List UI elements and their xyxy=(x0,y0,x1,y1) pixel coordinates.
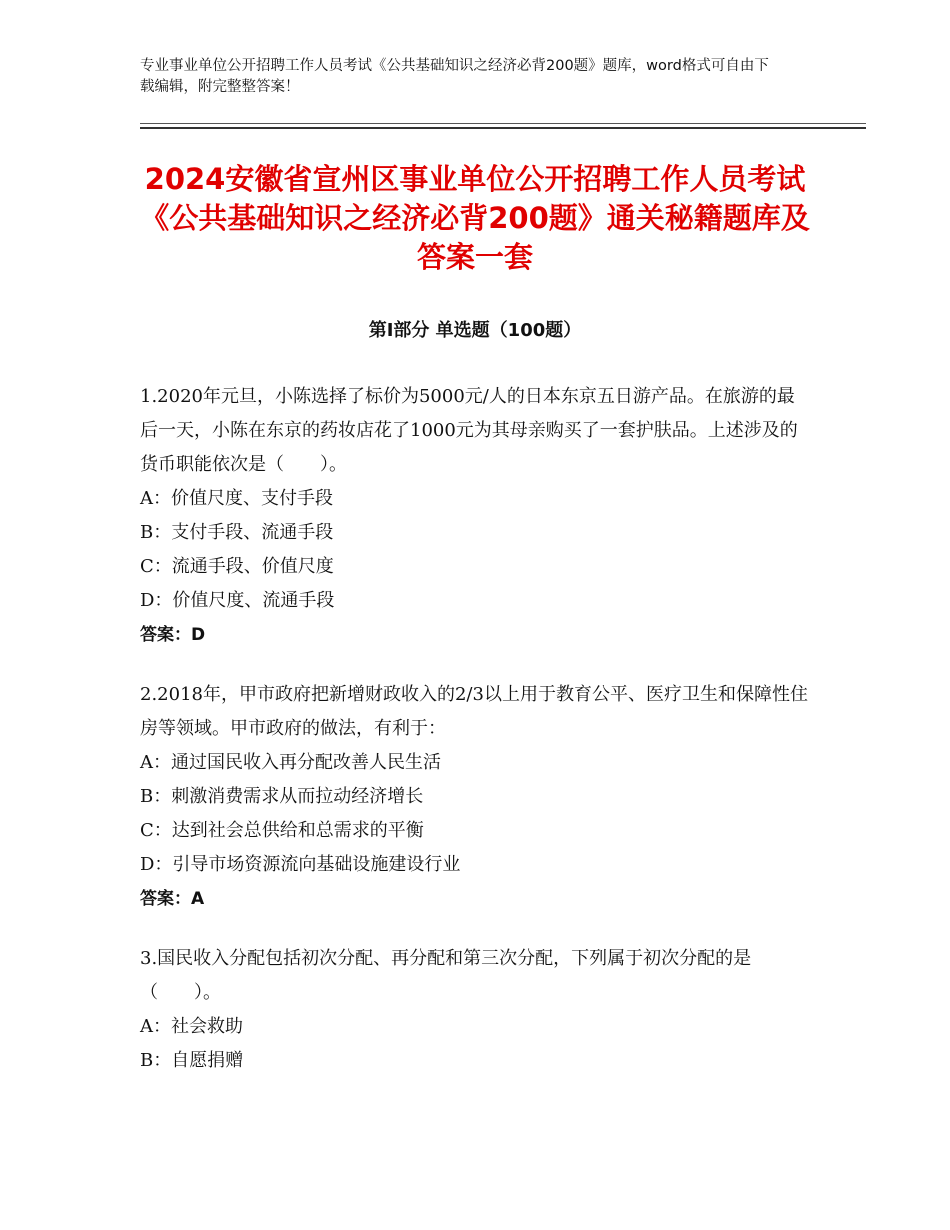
option-a: A：通过国民收入再分配改善人民生活 xyxy=(140,752,441,773)
question-list xyxy=(140,380,810,1104)
header-divider-thin xyxy=(140,123,866,124)
option-a: A：社会救助 xyxy=(140,1016,243,1037)
option-d: D：价值尺度、流通手段 xyxy=(140,590,335,611)
option-c: C：达到社会总供给和总需求的平衡 xyxy=(140,820,424,841)
answer: 答案：A xyxy=(140,889,205,909)
option-b: B：支付手段、流通手段 xyxy=(140,522,334,543)
section-title: 第Ⅰ部分 单选题（100题） xyxy=(368,320,582,341)
question-stem: 1.2020年元旦，小陈选择了标价为5000元/人的日本东京五日游产品。在旅游的最后一天，小陈在东京的药妆店花了1000元为其母亲购买了一套护肤品。上述涉及的货币职能依次是（ ）。 xyxy=(140,386,798,475)
question-1 xyxy=(140,380,810,652)
question-3 xyxy=(140,942,810,1078)
option-b: B：刺激消费需求从而拉动经济增长 xyxy=(140,786,424,807)
option-c: C：流通手段、价值尺度 xyxy=(140,556,334,577)
option-d: D：引导市场资源流向基础设施建设行业 xyxy=(140,854,461,875)
option-a: A：价值尺度、支付手段 xyxy=(140,488,333,509)
answer: 答案：D xyxy=(140,625,206,645)
header-divider-thick xyxy=(140,127,866,129)
question-2 xyxy=(140,678,810,916)
question-stem: 2.2018年，甲市政府把新增财政收入的2/3以上用于教育公平、医疗卫生和保障性住房等领域。甲市政府的做法，有利于： xyxy=(140,684,808,739)
option-b: B：自愿捐赠 xyxy=(140,1050,244,1071)
header-note: 专业事业单位公开招聘工作人员考试《公共基础知识之经济必背200题》题库，word格式可自由下载编辑，附完整整答案！ xyxy=(140,58,769,95)
document-title: 2024安徽省宣州区事业单位公开招聘工作人员考试《公共基础知识之经济必背200题》通关秘籍题库及答案一套 xyxy=(140,162,810,274)
question-stem: 3.国民收入分配包括初次分配、再分配和第三次分配，下列属于初次分配的是（ ）。 xyxy=(140,948,752,1003)
